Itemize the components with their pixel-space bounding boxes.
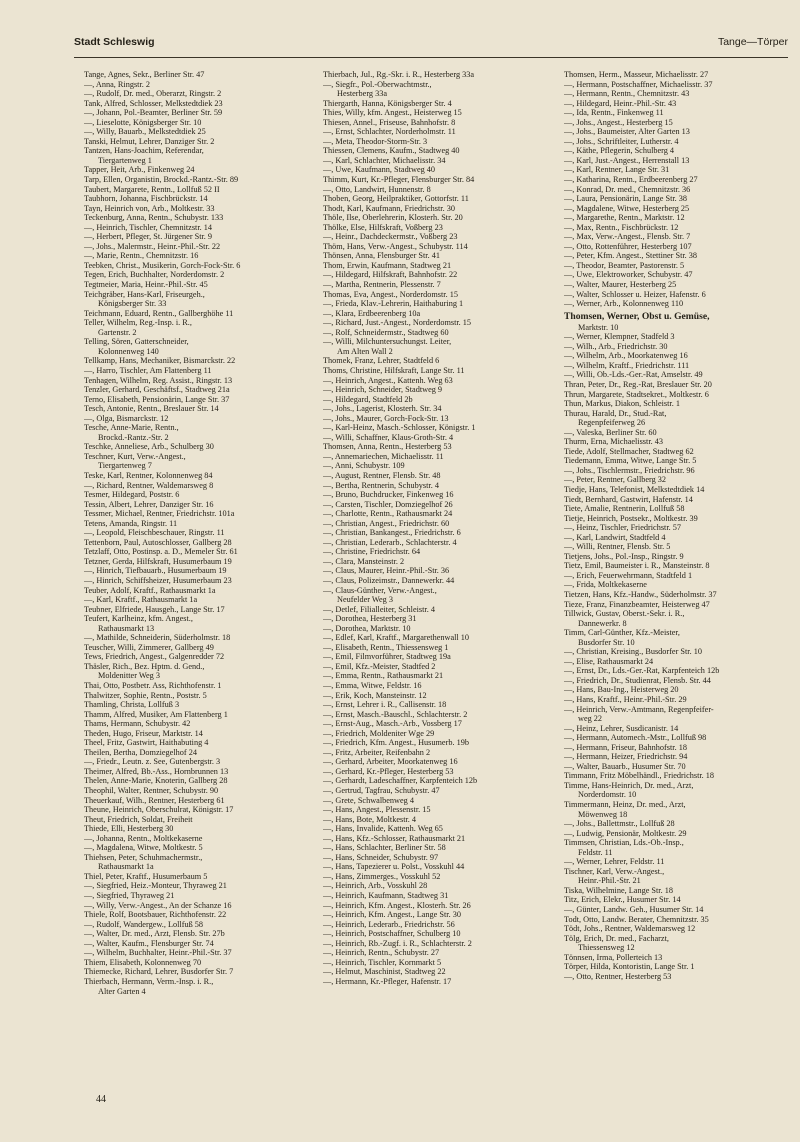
directory-entry: Teckenburg, Anna, Rentn., Schubystr. 133	[84, 213, 224, 223]
directory-entry: —, Erik, Koch, Mansteinstr. 12	[323, 690, 427, 700]
directory-entry: Tenzler, Gerhard, Geschäftsf., Stadtweg 21a	[84, 385, 230, 395]
directory-entry: Tieze, Franz, Finanzbeamter, Heisterweg 47	[564, 599, 710, 609]
directory-entry: Thöm, Hans, Verw.-Angest., Schubystr. 114	[323, 241, 468, 251]
directory-entry: —, Christian, Lederarb., Schlachterstr. 4	[323, 537, 457, 547]
directory-entry: —, Christian, Kreising., Busdorfer Str. 10	[564, 647, 702, 657]
directory-entry: Theilen, Bertha, Domziegelhof 24	[84, 747, 197, 757]
directory-entry: Thiel, Peter, Kraftf., Husumerbaum 5	[84, 871, 208, 881]
directory-entry: Thomas, Eva, Angest., Norderdomstr. 15	[323, 289, 458, 299]
directory-entry: —, Johs., Schriftleiter, Lutherstr. 4	[564, 136, 679, 146]
directory-entry: Am Alten Wall 2	[337, 346, 393, 356]
directory-entry: Thölke, Else, Hilfskraft, Voßberg 23	[323, 222, 443, 232]
directory-entry: Feldstr. 11	[578, 847, 613, 857]
directory-entry: —, Christian, Angest., Friedrichstr. 60	[323, 518, 450, 528]
directory-entry: —, Walter, Maurer, Hesterberg 25	[564, 280, 677, 290]
directory-entry: —, Werner, Lehrer, Feldstr. 11	[564, 857, 665, 867]
directory-entry: Tesmer, Hildegard, Poststr. 6	[84, 490, 180, 500]
directory-entry: —, Siegfried, Thyraweg 21	[84, 891, 175, 901]
directory-entry: —, Heinrich, Arb., Vosskuhl 28	[323, 881, 428, 891]
header-city: Stadt Schleswig	[74, 36, 155, 48]
directory-entry: —, Richard, Rentner, Waldemarsweg 8	[84, 480, 214, 490]
column-2	[323, 70, 559, 987]
directory-entry: Teufert, Karlheinz, kfm. Angest.,	[84, 614, 193, 624]
directory-entry: Königsberger Str. 33	[98, 299, 167, 309]
directory-entry: —, Heinrich, Angest., Kattenh. Weg 63	[323, 375, 453, 385]
directory-entry: Timmsen, Christian, Lds.-Ob.-Insp.,	[564, 838, 684, 848]
directory-entry: Thoben, Georg, Heilpraktiker, Gottorfstr. 11	[323, 194, 469, 204]
directory-entry: —, Hildegard, Hilfskraft, Bahnhofstr. 22	[323, 270, 458, 280]
directory-entry: —, Siegfr., Pol.-Oberwachtmstr.,	[323, 79, 432, 89]
directory-entry: —, Friedrich, Kfm. Angest., Husumerb. 19b	[323, 738, 469, 748]
directory-entry: Thiesen, Annel., Friseuse, Bahnhofstr. 8	[323, 117, 456, 127]
directory-entry: —, Peter, Rentner, Gallberg 32	[564, 475, 667, 485]
directory-entry: Tiedemann, Emma, Witwe, Lange Str. 5	[564, 456, 697, 466]
directory-entry: —, Elisabeth, Rentn., Thiessensweg 1	[323, 642, 449, 652]
directory-entry: —, Valeska, Berliner Str. 60	[564, 427, 657, 437]
directory-entry: Törper, Hilda, Kontoristin, Lange Str. 1	[564, 962, 695, 972]
directory-entry: —, Ernst-Aug., Masch.-Arb., Vossberg 17	[323, 719, 462, 729]
directory-entry: —, Heinrich, Tischler, Kornmarkt 5	[323, 957, 442, 967]
directory-entry: Tank, Alfred, Schlosser, Melkstedtdiek 23	[84, 98, 223, 108]
directory-entry: Norderdomstr. 10	[578, 790, 637, 800]
directory-entry: —, Friedrich, Moldeniter Wge 29	[323, 728, 435, 738]
directory-entry: Tegen, Erich, Buchhalter, Norderdomstr. 2	[84, 270, 225, 280]
directory-entry: Tange, Agnes, Sekr., Berliner Str. 47	[84, 70, 205, 79]
directory-entry: Neufelder Weg 3	[337, 595, 393, 605]
directory-entry: Timmermann, Heinz, Dr. med., Arzt,	[564, 800, 686, 810]
directory-entry: Tölg, Erich, Dr. med., Facharzt,	[564, 933, 669, 943]
directory-entry: Teichgräber, Hans-Karl, Friseurgeh.,	[84, 289, 205, 299]
directory-entry: Theut, Friedrich, Soldat, Freiheit	[84, 814, 193, 824]
directory-entry: Tiede, Adolf, Stellmacher, Stadtweg 62	[564, 446, 694, 456]
directory-entry: Telling, Sören, Gatterschneider,	[84, 337, 189, 347]
directory-entry: —, Uwe, Elektroworker, Schubystr. 47	[564, 270, 693, 280]
directory-entry: Theel, Fritz, Gastwirt, Haithabuting 4	[84, 738, 209, 748]
directory-entry: Thran, Peter, Dr., Reg.-Rat, Breslauer Str. 20	[564, 379, 712, 389]
directory-entry: —, Heinrich, Postschaffner, Schulberg 10	[323, 929, 461, 939]
directory-entry: —, Emil, Filmvorführer, Stadtweg 19a	[323, 652, 451, 662]
directory-entry: —, Anni, Schubystr. 109	[323, 461, 405, 471]
directory-entry: —, Ludwig, Pensionär, Moltkestr. 29	[564, 828, 687, 838]
directory-entry: —, Claus, Maurer, Heinr.-Phil.-Str. 36	[323, 566, 450, 576]
directory-entry: —, Hinrich, Tiefbauarb., Husumerbaum 19	[84, 566, 227, 576]
directory-entry: —, Hermann, Heizer, Friedrichstr. 94	[564, 752, 688, 762]
directory-entry: —, Johanna, Rentn., Moltkekaserne	[84, 833, 203, 843]
directory-entry: —, Carsten, Tischler, Domziegelhof 26	[323, 499, 453, 509]
directory-entry: —, Walter, Dr. med., Arzt, Flensb. Str. 27b	[84, 929, 225, 939]
directory-entry: —, Gertrud, Tagfrau, Schubystr. 47	[323, 786, 440, 796]
directory-entry: —, Peter, Kfm. Angest., Stettiner Str. 38	[564, 251, 698, 261]
directory-entry: —, Hermann, Friseur, Bahnhofstr. 18	[564, 742, 687, 752]
directory-entry: —, Hans, Kraftf., Heinr.-Phil.-Str. 29	[564, 695, 687, 704]
directory-entry: —, Otto, Landwirt, Hunnenstr. 8	[323, 184, 431, 194]
directory-entry: Thiergarth, Hanna, Königsberger Str. 4	[323, 98, 452, 108]
directory-entry: —, Magdalene, Witwe, Hesterberg 25	[564, 203, 690, 213]
directory-entry: —, Hermann, Kr.-Pfleger, Hafenstr. 17	[323, 976, 452, 986]
directory-entry: —, Otto, Rottenführer, Hesterberg 107	[564, 241, 692, 251]
directory-entry: —, Emil, Kfz.-Meister, Stadtfed 2	[323, 661, 436, 671]
directory-entry: Rathausmarkt 13	[98, 623, 155, 633]
directory-entry: Theimer, Alfred, Bb.-Ass., Hornbrunnen 13	[84, 766, 229, 776]
directory-entry: —, Claus, Polizeimstr., Dannewerkr. 44	[323, 575, 455, 585]
directory-entry: Thierbach, Jul., Rg.-Skr. i. R., Hesterberg 33a	[323, 70, 475, 79]
directory-entry: Thamm, Alfred, Musiker, Am Flattenberg 1	[84, 709, 228, 719]
directory-entry: Teschner, Kurt, Verw.-Angest.,	[84, 451, 186, 461]
directory-entry: —, Hermann, Rentn., Chemnitzstr. 43	[564, 89, 690, 99]
directory-entry: Thelen, Anne-Marie, Knoterin, Gallberg 28	[84, 776, 228, 786]
directory-entry: —, Laura, Pensionärin, Lange Str. 38	[564, 194, 688, 204]
directory-entry: —, Martha, Rentnerin, Plessenstr. 7	[323, 280, 441, 290]
directory-entry: Tessin, Albert, Lehrer, Danziger Str. 16	[84, 499, 214, 509]
directory-entry: —, Heinrich, Kfm. Angest., Klosterh. Str. 26	[323, 900, 471, 910]
directory-entry: —, Johs., Lagerist, Klosterh. Str. 34	[323, 404, 442, 414]
directory-entry: —, Günter, Landw. Geh., Husumer Str. 14	[564, 905, 704, 915]
directory-entry: —, Dorothea, Marktstr. 10	[323, 623, 411, 633]
directory-entry: —, Hildegard, Heinr.-Phil.-Str. 43	[564, 98, 677, 108]
directory-entry: Taubert, Margarete, Rentn., Lollfuß 52 II	[84, 184, 220, 194]
directory-entry: —, Helmut, Maschinist, Stadtweg 22	[323, 967, 446, 977]
directory-entry: Theuerkauf, Wilh., Rentner, Hesterberg 61	[84, 795, 225, 805]
directory-entry: Tiedt, Bernhard, Gastwirt, Hafenstr. 14	[564, 494, 693, 504]
directory-entry: Möwenweg 18	[578, 809, 628, 819]
directory-entry: —, Emma, Rentn., Rathausmarkt 21	[323, 671, 444, 681]
directory-entry: —, Heinrich, Rb.-Zugf. i. R., Schlachterstr. 2	[323, 938, 472, 948]
directory-entry: —, Lieselotte, Königsberger Str. 10	[84, 117, 202, 127]
header-rule	[74, 57, 788, 58]
directory-entry: Alter Garten 4	[98, 986, 146, 996]
directory-entry: Tanski, Helmut, Lehrer, Danziger Str. 2	[84, 136, 215, 146]
directory-entry: —, Karl, Just.-Angest., Herrenstall 13	[564, 155, 690, 165]
directory-entry: —, Willi, Rentner, Flensb. Str. 5	[564, 542, 671, 552]
directory-entry: —, Max, Verw.-Angest., Flensb. Str. 7	[564, 232, 691, 242]
directory-entry: Gartenstr. 2	[98, 327, 137, 337]
directory-entry: —, Heinrich, Kfm. Angest., Lange Str. 30	[323, 910, 461, 920]
directory-entry: Tesch, Antonie, Rentn., Breslauer Str. 14	[84, 404, 219, 414]
directory-entry: —, Heinz, Tischler, Friedrichstr. 57	[564, 523, 681, 533]
directory-entry: Dannewerkr. 8	[578, 618, 627, 628]
directory-entry: Tietzen, Hans, Kfz.-Handw., Süderholmstr. 37	[564, 589, 717, 599]
directory-entry: Thalwitzer, Sophie, Rentn., Poststr. 5	[84, 690, 207, 700]
directory-entry: —, Heinrich, Lederarb., Friedrichstr. 56	[323, 919, 455, 929]
directory-entry: Thrun, Margarete, Stadtsekret., Moltkestr. 6	[564, 389, 709, 399]
directory-entry: Hesterberg 33a	[337, 89, 388, 99]
directory-entry: Teuscher, Willi, Zimmerer, Gallberg 49	[84, 642, 214, 652]
directory-entry: Tönnsen, Irma, Pollerteich 13	[564, 952, 663, 962]
directory-entry: Thiem, Elisabeth, Kolonnenweg 70	[84, 957, 202, 967]
directory-entry: —, Werner, Arb., Kolonnenweg 110	[564, 299, 684, 309]
directory-entry: Thiessensweg 12	[578, 943, 635, 953]
directory-entry: —, Otto, Rentner, Hesterberg 53	[564, 971, 672, 981]
directory-entry: Tews, Friedrich, Angest., Galgenredder 72	[84, 652, 225, 662]
directory-entry: —, Hinrich, Schiffsheizer, Husumerbaum 23	[84, 575, 232, 585]
directory-entry: —, Heinrich, Kaufmann, Stadtweg 31	[323, 891, 449, 901]
directory-entry: —, Rudolf, Dr. med., Oberarzt, Ringstr. 2	[84, 89, 222, 99]
directory-entry: —, Willy, Bauarb., Melkstedtdiek 25	[84, 127, 206, 137]
directory-entry: Titz, Erich, Elekr., Husumer Str. 14	[564, 895, 681, 905]
directory-entry: —, Uwe, Kaufmann, Stadtweg 40	[323, 165, 436, 175]
directory-entry: Tietz, Emil, Baumeister i. R., Mansteinstr. 8	[564, 561, 710, 571]
directory-entry: Teuber, Adolf, Kraftf., Rathausmarkt 1a	[84, 585, 216, 595]
directory-entry: —, Walter, Schlosser u. Heizer, Hafenstr. 6	[564, 289, 706, 299]
directory-entry: Thiele, Rolf, Bootsbauer, Richthofenstr. 22	[84, 910, 227, 920]
directory-entry: weg 22	[578, 714, 603, 724]
directory-entry: —, Hans, Zimmerges., Vosskuhl 52	[323, 871, 441, 881]
directory-entry: —, Willi, Ob.-Lds.-Ger.-Rat, Amselstr. 49	[564, 370, 703, 380]
directory-entry: —, Willy, Verw.-Angest., An der Schanze 16	[84, 900, 232, 910]
directory-entry: Tiedje, Hans, Telefonist, Melkstedtdiek 14	[564, 484, 705, 494]
directory-entry: Tellkamp, Hans, Mechaniker, Bismarckstr. 22	[84, 356, 236, 366]
directory-entry: Theophil, Walter, Rentner, Schubystr. 90	[84, 786, 219, 796]
directory-entry: Tenhagen, Wilhelm, Reg. Assist., Ringstr. 13	[84, 375, 233, 385]
directory-entry: Thams, Hermann, Schubystr. 42	[84, 719, 191, 729]
directory-entry: Thodt, Karl, Kaufmann, Friedrichstr. 30	[323, 203, 455, 213]
directory-entry: Tiete, Amalie, Rentnerin, Lollfuß 58	[564, 504, 685, 514]
directory-entry: Thurau, Harald, Dr., Stud.-Rat,	[564, 408, 667, 418]
directory-entry: Tegtmeier, Maria, Heinr.-Phil.-Str. 45	[84, 280, 208, 290]
directory-entry: Teske, Karl, Rentner, Kolonnenweg 84	[84, 470, 213, 480]
directory-entry: —, Emma, Witwe, Feldstr. 16	[323, 681, 422, 690]
directory-entry: Timme, Hans-Heinrich, Dr. med., Arzt,	[564, 780, 694, 790]
directory-entry: —, Erich, Feuerwehrmann, Stadtfeld 1	[564, 570, 693, 580]
directory-entry: Busdorfer Str. 10	[578, 637, 635, 647]
directory-entry: —, Olga, Bismarckstr. 12	[84, 413, 169, 423]
directory-entry: Tantzen, Hans-Joachim, Referendar,	[84, 146, 204, 156]
directory-entry: —, Christine, Friedrichstr. 64	[323, 547, 421, 557]
directory-entry: Tetzlaff, Otto, Postinsp. a. D., Memeler Str. 61	[84, 547, 238, 557]
directory-entry: —, Hermann, Postschaffner, Michaelisstr. 37	[564, 79, 713, 89]
directory-entry: —, Charlotte, Rentn., Rathausmarkt 24	[323, 509, 453, 519]
directory-entry: —, Hans, Schlachter, Berliner Str. 58	[323, 843, 446, 853]
directory-entry: —, Frida, Moltkekaserne	[564, 580, 647, 590]
directory-entry: Tesche, Anne-Marie, Rentn.,	[84, 423, 179, 433]
header-range: Tange—Törper	[717, 36, 788, 48]
directory-entry: —, Johs., Baumeister, Alter Garten 13	[564, 127, 690, 137]
directory-entry: Teichmann, Eduard, Rentn., Gallberghöhe 11	[84, 308, 234, 318]
directory-entry: —, Karl, Schlachter, Michaelisstr. 34	[323, 155, 446, 165]
directory-entry: Tillwick, Gustav, Oberst.-Sekr. i. R.,	[564, 609, 685, 619]
directory-entry: Thiessen, Clemens, Kaufm., Stadtweg 40	[323, 146, 460, 156]
directory-entry: —, Friedr., Leutn. z. See, Gutenbergstr. 3	[84, 757, 221, 767]
directory-entry: Thom, Erwin, Kaufmann, Stadtweg 21	[323, 260, 452, 270]
directory-entry: —, Grete, Schwalbenweg 4	[323, 795, 414, 805]
directory-entry: Tetzner, Gerda, Hilfskraft, Husumerbaum 19	[84, 556, 232, 566]
directory-entry: Thai, Otto, Postbetr. Ass, Richthofenstr. 1	[84, 681, 222, 690]
directory-entry: Tiska, Wilhelmine, Lange Str. 18	[564, 885, 673, 895]
directory-entry: —, Richard, Just.-Angest., Norderdomstr. 15	[323, 318, 472, 328]
directory-entry: —, Wilhelm, Buchhalter, Heinr.-Phil.-Str. 37	[84, 948, 232, 958]
directory-entry: —, Wilhelm, Arb., Moorkatenweg 16	[564, 351, 688, 361]
directory-entry: —, Heinz, Lehrer, Susdicanistr. 14	[564, 723, 679, 733]
directory-entry: —, Katharina, Rentn., Erdbeerenberg 27	[564, 175, 698, 185]
directory-entry: Todt, Otto, Landw. Berater, Chemnitzstr. 35	[564, 914, 709, 924]
directory-entry: —, Käthe, Pflegerin, Schulberg 4	[564, 146, 675, 156]
directory-entry: —, Ernst, Lehrer i. R., Callisenstr. 18	[323, 700, 447, 710]
directory-entry: Regenpfeiferweg 26	[578, 418, 646, 428]
directory-entry: Tayn, Heinrich von, Arb., Moltkestr. 33	[84, 203, 215, 213]
directory-entry: —, Willi, Milchuntersuchungst. Leiter,	[323, 337, 452, 347]
directory-entry: —, Johs., Ballettmstr., Lollfuß 28	[564, 819, 675, 829]
directory-entry: —, Hans, Tapezierer u. Polst., Vosskuhl 44	[323, 862, 465, 872]
directory-entry: Timmann, Fritz Möbelhändl., Friedrichstr. 18	[564, 771, 715, 781]
directory-entry: Tapper, Heit, Arb., Finkenweg 24	[84, 165, 195, 175]
directory-entry: —, Hans, Kfz.-Schlosser, Rathausmarkt 21	[323, 833, 466, 843]
directory-entry: Terno, Elisabeth, Pensionärin, Lange Str. 37	[84, 394, 230, 404]
page-header	[74, 36, 788, 54]
directory-entry: —, Hans, Schneider, Schubystr. 97	[323, 852, 439, 862]
directory-entry: —, Hans, Invalide, Kattenh. Weg 65	[323, 824, 443, 834]
column-1	[84, 70, 322, 996]
directory-entry: —, Gerhardt, Ladeschaffner, Karpfenteich 12b	[323, 776, 478, 786]
directory-entry: Tarp, Ellen, Organistin, Brockd.-Rantz.-Str. 89	[84, 175, 239, 185]
directory-entry: Tiergartenweg 7	[98, 461, 152, 471]
directory-entry: —, Heinr., Dachdeckermstr., Voßberg 23	[323, 232, 458, 242]
directory-entry: Thomek, Franz, Lehrer, Stadtfeld 6	[323, 356, 440, 366]
directory-entry: Brockd.-Rantz.-Str. 2	[98, 432, 169, 442]
directory-entry: —, Annemariechen, Michaelisstr. 11	[323, 451, 444, 461]
directory-entry: Teller, Wilhelm, Reg.-Insp. i. R.,	[84, 318, 192, 328]
directory-entry: —, Heinrich, Tischler, Chemnitzstr. 14	[84, 222, 212, 232]
directory-entry: —, Magdalena, Witwe, Moltkestr. 5	[84, 843, 203, 853]
directory-entry: Kolonnenweg 140	[98, 346, 159, 356]
directory-entry: —, Christian, Bankangest., Friedrichstr. 6	[323, 528, 461, 538]
directory-entry: —, Hildegard, Stadtfeld 2b	[323, 394, 413, 404]
directory-entry: —, Karl-Heinz, Masch.-Schlosser, Königstr. 1	[323, 423, 476, 433]
directory-entry: —, Herbert, Pfleger, St. Jürgener Str. 9	[84, 232, 213, 242]
directory-entry: —, Theodor, Beamter, Pastorenstr. 5	[564, 260, 685, 270]
directory-entry: Tiergartenweg 1	[98, 155, 152, 165]
directory-entry: —, Werner, Klempner, Stadfeld 3	[564, 332, 675, 342]
directory-entry: Thierbach, Hermann, Verm.-Insp. i. R.,	[84, 976, 214, 986]
directory-entry: Tetens, Amanda, Ringstr. 11	[84, 518, 178, 528]
directory-entry: —, Hermann, Automech.-Mstr., Lollfuß 98	[564, 733, 707, 743]
directory-entry: Thomsen, Herm., Masseur, Michaelisstr. 27	[564, 70, 709, 79]
directory-entry: —, Heinrich, Verw.-Amtmann, Regenpfeifer-	[564, 704, 714, 714]
directory-entry: Theden, Hugo, Friseur, Marktstr. 14	[84, 728, 203, 738]
directory-entry: Thöle, Ilse, Oberlehrerin, Klosterh. Str. 20	[323, 213, 463, 223]
directory-entry: —, Gerhard, Arbeiter, Moorkatenweg 16	[323, 757, 458, 767]
directory-entry: Teebken, Christ., Musikerin, Gorch-Fock-Str. 6	[84, 260, 241, 270]
directory-entry: —, Konrad, Dr. med., Chemnitzstr. 36	[564, 184, 691, 194]
directory-entry: Tietjens, Johs., Pol.-Insp., Ringstr. 9	[564, 551, 684, 561]
directory-entry: —, Claus-Günther, Verw.-Angest.,	[323, 585, 437, 595]
directory-entry: —, Karl, Landwirt, Stadtfeld 4	[564, 532, 666, 542]
directory-entry: Thomsen, Anna, Rentn., Hesterberg 53	[323, 442, 452, 452]
directory-entry: —, Edlef, Karl, Kraftf., Margarethenwall 10	[323, 633, 470, 643]
directory-entry: —, Hans, Bote, Moltkestr. 4	[323, 814, 417, 824]
directory-entry: —, Bertha, Rentnerin, Schubystr. 4	[323, 480, 439, 490]
directory-entry: —, Johs., Angest., Hesterberg 15	[564, 117, 673, 127]
directory-entry: Teschke, Anneliese, Arb., Schulberg 30	[84, 442, 214, 452]
directory-entry: —, Dorothea, Hesterberg 31	[323, 614, 417, 624]
directory-entry: —, August, Rentner, Flensb. Str. 48	[323, 470, 441, 480]
directory-entry: Thomsen, Werner, Obst u. Gemüse,	[564, 310, 710, 322]
directory-entry: —, Karl, Rentner, Lange Str. 31	[564, 165, 670, 175]
page-number: 44	[96, 1094, 106, 1105]
directory-entry: —, Heinrich, Rentn., Schubystr. 27	[323, 948, 440, 958]
directory-entry: —, Rolf, Schneidermstr., Stadtweg 60	[323, 327, 449, 337]
directory-entry: —, Elise, Rathausmarkt 24	[564, 656, 654, 666]
directory-entry: Tödt, Johs., Rentner, Waldemarsweg 12	[564, 924, 696, 934]
directory-entry: —, Marie, Rentn., Chemnitzstr. 16	[84, 251, 199, 261]
directory-entry: —, Johs., Maurer, Gorch-Fock-Str. 13	[323, 413, 449, 423]
directory-entry: —, Siegfried, Heiz.-Monteur, Thyraweg 21	[84, 881, 227, 891]
directory-entry: —, Gerhard, Kr.-Pfleger, Hesterberg 53	[323, 766, 454, 776]
directory-entry: —, Rudolf, Wandergew., Lollfuß 58	[84, 919, 204, 929]
directory-entry: Taubhorn, Johanna, Fischbrückstr. 14	[84, 194, 208, 204]
directory-entry: Thönsen, Anna, Flensburger Str. 41	[323, 251, 440, 261]
directory-entry: Rathausmarkt 1a	[98, 862, 154, 872]
directory-entry: —, Mathilde, Schneiderin, Süderholmstr. 18	[84, 633, 231, 643]
directory-entry: —, Detlef, Filialleiter, Schleistr. 4	[323, 604, 435, 614]
directory-entry: —, Ernst, Schlachter, Norderholmstr. 11	[323, 127, 456, 137]
directory-entry: Thiehsen, Peter, Schuhmachermstr.,	[84, 852, 203, 862]
directory-entry: Timm, Carl-Günther, Kfz.-Meister,	[564, 628, 680, 638]
directory-columns	[84, 70, 798, 1085]
directory-entry: —, Meta, Theodor-Storm-Str. 3	[323, 136, 428, 146]
directory-entry: —, Max, Rentn., Fischbrückstr. 12	[564, 222, 679, 232]
column-3	[564, 70, 798, 981]
directory-entry: Thurm, Erna, Michaelisstr. 43	[564, 437, 663, 447]
directory-entry: —, Karl, Kraftf., Rathausmarkt 1a	[84, 595, 198, 605]
directory-entry: Tischner, Karl, Verw.-Angest.,	[564, 866, 665, 876]
directory-entry: Thiemecke, Richard, Lehrer, Busdorfer Str. 7	[84, 967, 234, 977]
directory-entry: —, Clara, Mansteinstr. 2	[323, 556, 405, 566]
directory-entry: —, Ernst, Masch.-Bauschl., Schlachterstr. 2	[323, 709, 468, 719]
directory-entry: Heinr.-Phil.-Str. 21	[578, 876, 641, 886]
directory-entry: Thäsler, Rich., Bez. Hptm. d. Gend.,	[84, 661, 205, 671]
directory-entry: —, Wilh., Arb., Friedrichstr. 30	[564, 341, 668, 351]
directory-entry: —, Anna, Ringstr. 2	[84, 79, 151, 89]
directory-entry: —, Heinrich, Schneider, Stadtweg 9	[323, 385, 443, 395]
directory-entry: —, Johs., Tischlermstr., Friedrichstr. 96	[564, 465, 695, 475]
directory-entry: Thiede, Elli, Hesterberg 30	[84, 824, 174, 834]
directory-entry: —, Ida, Rentn., Finkenweg 11	[564, 108, 664, 118]
directory-entry: Thoms, Christine, Hilfskraft, Lange Str. 11	[323, 365, 465, 375]
directory-entry: —, Hans, Bau-Ing., Heisterweg 20	[564, 685, 679, 695]
directory-entry: —, Willi, Schaffner, Klaus-Groth-Str. 4	[323, 432, 454, 442]
directory-entry: Tessmer, Michael, Rentner, Friedrichstr. 101a	[84, 509, 235, 519]
directory-entry: —, Ernst, Dr., Lds.-Ger.-Rat, Karpfenteich 12b	[564, 666, 720, 676]
directory-entry: —, Friedrich, Dr., Studienrat, Flensb. Str. 44	[564, 675, 711, 685]
directory-entry: —, Margarethe, Rentn., Marktstr. 12	[564, 213, 685, 223]
directory-entry: —, Klara, Erdbeerenberg 10a	[323, 308, 421, 318]
directory-entry: —, Harro, Tischler, Am Flattenberg 11	[84, 365, 212, 375]
directory-entry: —, Fritz, Arbeiter, Reifenbahn 2	[323, 747, 431, 757]
directory-entry: Teubner, Elfriede, Hausgeh., Lange Str. 17	[84, 604, 225, 614]
directory-entry: —, Walter, Kaufm., Flensburger Str. 74	[84, 938, 214, 948]
directory-entry: —, Walter, Bauarb., Husumer Str. 70	[564, 761, 686, 771]
directory-entry: Tettenborn, Paul, Autoschlosser, Gallberg 28	[84, 537, 232, 547]
directory-entry: —, Frieda, Klav.-Lehrerin, Haithaburing 1	[323, 299, 464, 309]
directory-entry: Thimm, Kurt, Kr.-Pfleger, Flensburger Str. 84	[323, 175, 475, 185]
directory-entry: Tietje, Heinrich, Postsekr., Moltkestr. 39	[564, 513, 698, 523]
directory-entry: —, Leopold, Fleischbeschauer, Ringstr. 11	[84, 528, 225, 538]
directory-entry: —, Bruno, Buchdrucker, Finkenweg 16	[323, 490, 454, 500]
directory-entry: Thies, Willy, kfm. Angest., Heisterweg 15	[323, 108, 462, 118]
directory-entry: Thamling, Christa, Lollfuß 3	[84, 700, 180, 710]
directory-entry: —, Johs., Malermstr., Heinr.-Phil.-Str. 22	[84, 241, 221, 251]
directory-entry: Theune, Heinrich, Oberschulrat, Königstr. 17	[84, 805, 234, 815]
directory-entry: Thun, Markus, Diakon, Schleistr. 1	[564, 399, 680, 409]
directory-entry: —, Hans, Angest., Plessenstr. 15	[323, 805, 431, 815]
directory-entry: —, Johann, Pol.-Beamter, Berliner Str. 59	[84, 108, 223, 118]
directory-entry: —, Wilhelm, Kraftf., Friedrichstr. 111	[564, 360, 690, 370]
directory-entry: Marktstr. 10	[578, 322, 619, 332]
directory-entry: Moldenitter Weg 3	[98, 671, 160, 681]
